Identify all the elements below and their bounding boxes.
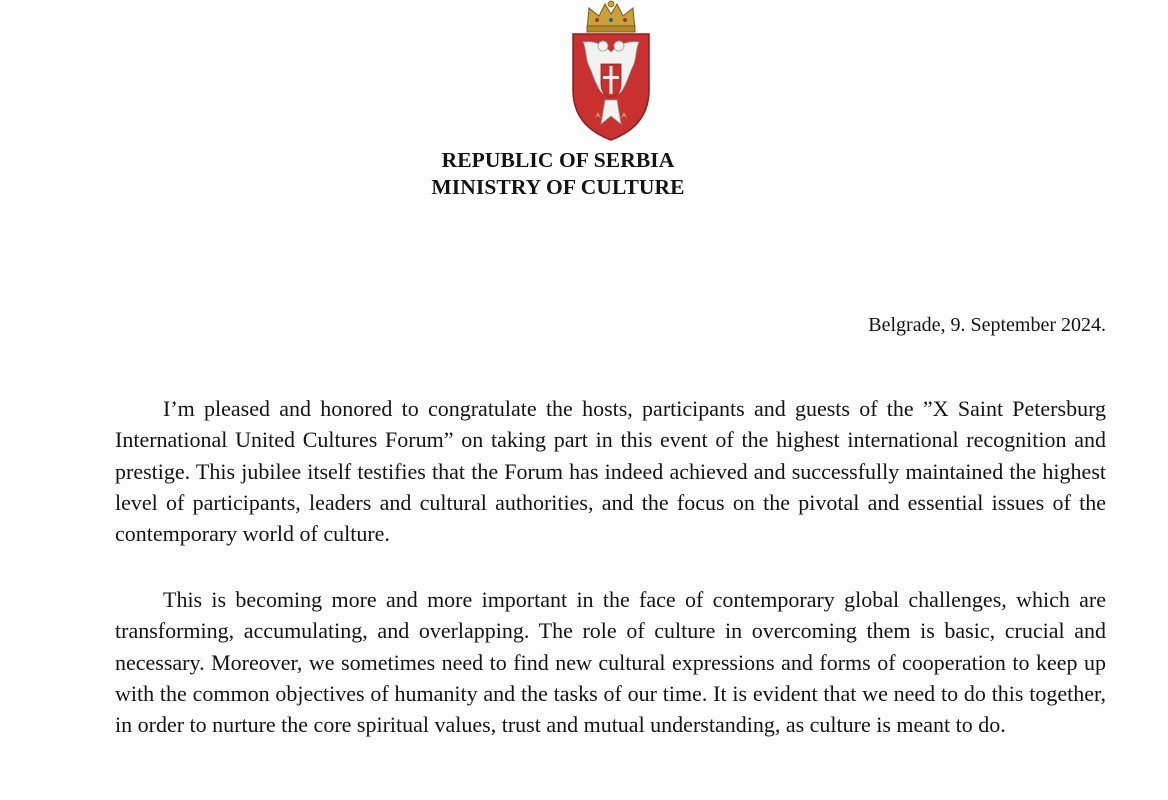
paragraph-2: This is becoming more and more important in the face of contemporary global challenges, which are transforming, accumulating, and overlapping. The role of culture in overcoming them is basic, crucial and necessary. Moreover, we sometimes need to find new cultural expressions and forms of cooperation to keep up with the common objectives of humanity and the tasks of our time. It is evident that we need to do this together, in order to nurture the core spiritual values, trust and mutual understanding, as culture is meant to do. (115, 587, 1106, 738)
letter-date: Belgrade, 9. September 2024. (868, 314, 1106, 336)
header-republic: REPUBLIC OF SERBIA (441, 148, 675, 172)
serbia-coat-of-arms-icon (565, 0, 657, 142)
paragraph-1: I’m pleased and honored to congratulate the hosts, participants and guests of the ”X Saint Petersburg International United Cultures Forum” on taking part in this event of the highest international recognition and prestige. This jubilee itself testifies that the Forum has indeed achieved and successfully maintained the highest level of participants, leaders and cultural authorities, and the focus on the pivotal and essential issues of the contemporary world of culture. (115, 396, 1106, 547)
header-ministry: MINISTRY OF CULTURE (431, 175, 685, 199)
cross-shield-icon (601, 64, 621, 98)
crown-icon (587, 1, 635, 32)
